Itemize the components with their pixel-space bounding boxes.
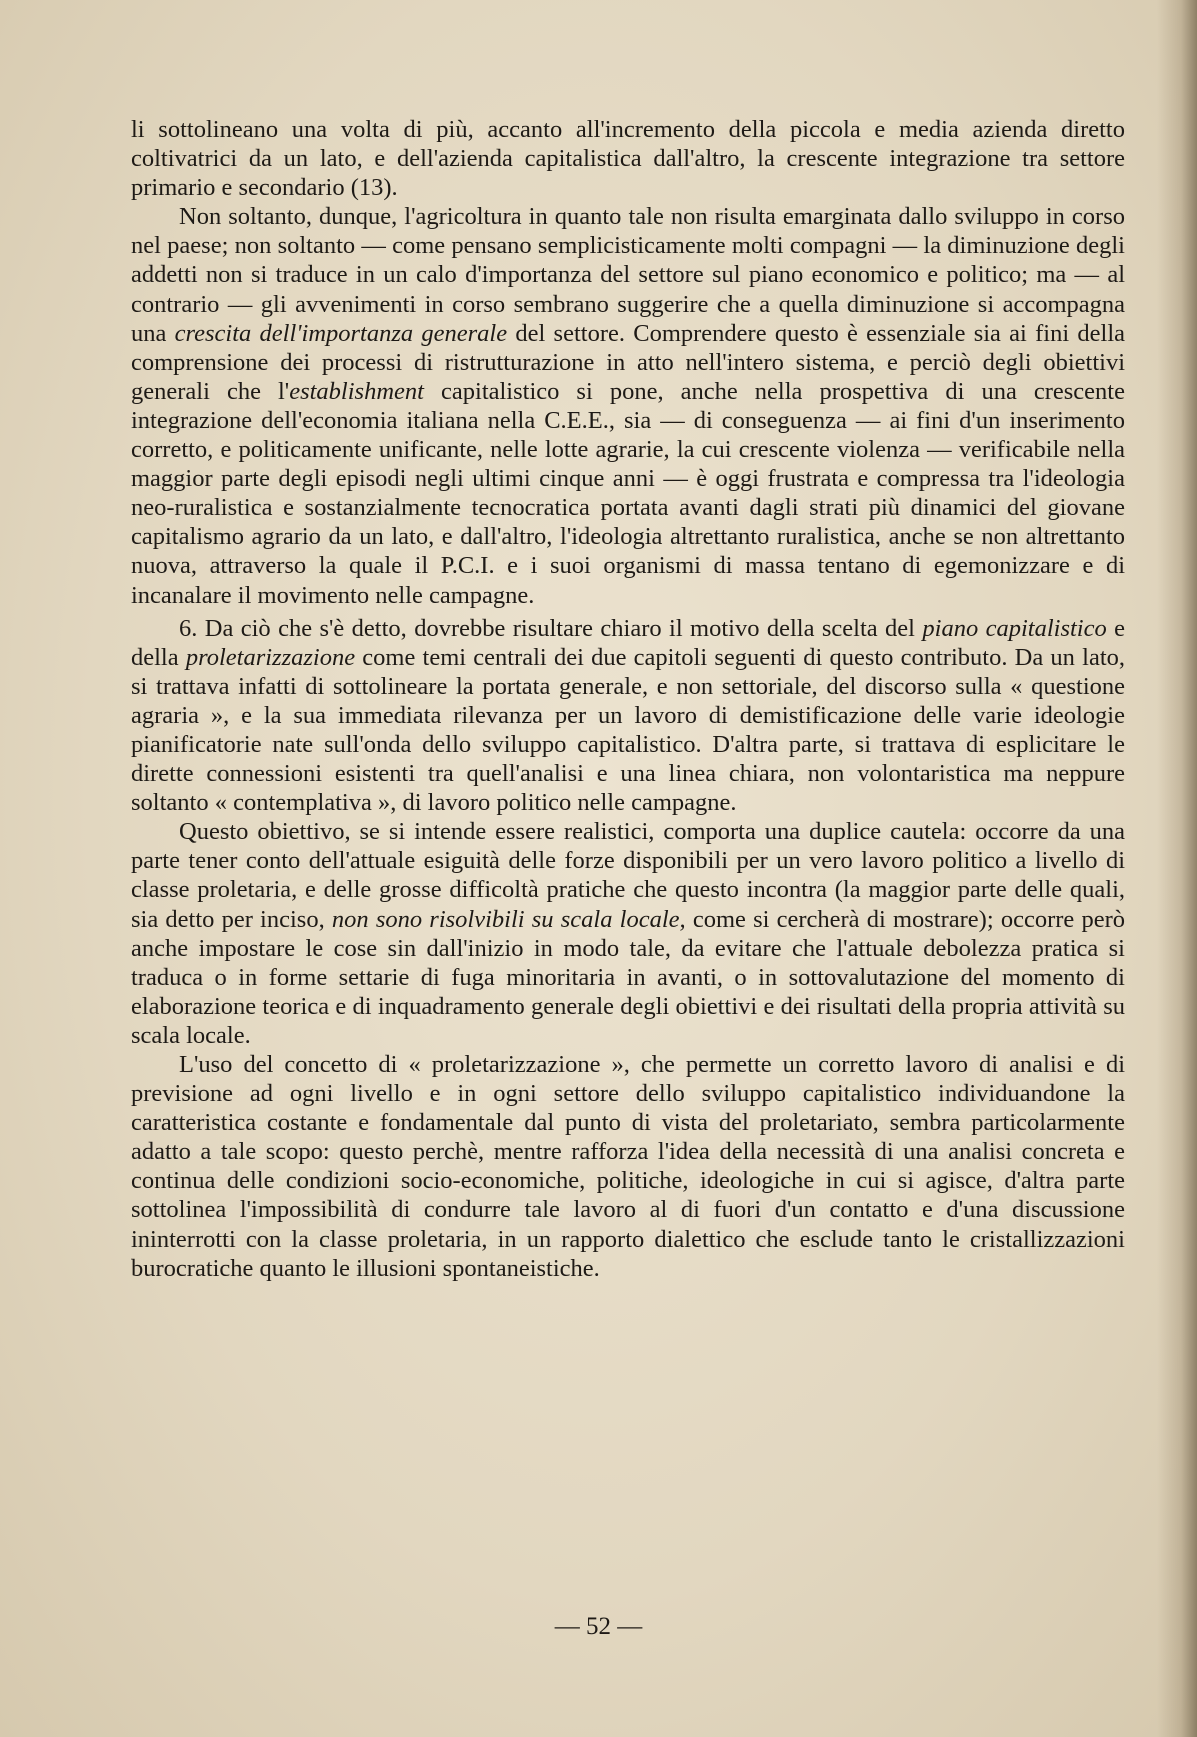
paragraph-5: L'uso del concetto di « proletarizzazione », che permette un corretto lavoro di analisi e di previsione ad ogni livello e in ogni settore dello sviluppo capitalistico individuandone la caratteristica costante e fondamentale dal punto di vista del proletariato, sembra particolarmente adatto a tale scopo: questo perchè, mentre rafforza l'idea della necessità di una analisi concreta e continua delle condizioni socio-economiche, politiche, ideologiche in cui si agisce, d'altra parte sottolinea l'impossibilità di condurre tale lavoro al di fuori d'un contatto e d'una discussione ininterrotti con la classe proletaria, in un rapporto dialettico che esclude tanto le cristallizzazioni burocratiche quanto le illusioni spontaneistiche. xyxy=(131,1051,1125,1282)
paragraph-2 xyxy=(131,202,1125,609)
paragraph-3-text-c: come temi centrali dei due capitoli seguenti di questo contributo. Da un lato, si trattava infatti di sottolineare la portata generale, e non settoriale, del discorso sulla « questione agraria », e la sua immediata rilevanza per un lavoro di demistificazione delle varie ideologie pianificatorie nate sull'onda dello sviluppo capitalistico. D'altra parte, si trattava di esplicitare le dirette connessioni esistenti tra quell'analisi e una linea chiara, non volontaristica ma neppure soltanto « contemplativa », di lavoro politico nelle campagne. xyxy=(131,643,1125,817)
paragraph-4-text-a: Questo obiettivo, se si intende essere realistici, comporta una duplice cautela: occorre da una parte tener conto dell'attuale esiguità delle forze disponibili per un vero lavoro politico a livello di classe proletaria, e delle grosse difficoltà pratiche che questo incontra (la maggior parte delle quali, sia detto per inciso, xyxy=(131,818,1125,933)
page-edge-shadow xyxy=(1157,0,1197,1737)
body-text xyxy=(131,115,1125,1283)
paragraph-2-italic-b: establishment xyxy=(289,377,424,405)
paragraph-2-text-b: del settore. Comprendere questo è essenziale sia ai fini della comprensione dei processi di ristrutturazione in atto nell'intero sistema, e perciò degli obiettivi generali che l' xyxy=(131,319,1125,405)
paragraph-3 xyxy=(131,614,1125,818)
paragraph-2-italic-a: crescita dell'importanza generale xyxy=(174,319,508,347)
paragraph-2-text-c: capitalistico si pone, anche nella prospettiva di una crescente integrazione dell'economia italiana nella C.E.E., sia — di conseguenza — ai fini d'un inserimento corretto, e politicamente unificante, nelle lotte agrarie, la cui crescente violenza — verificabile nella maggior parte degli episodi negli ultimi cinque anni — è oggi frustrata e compressa tra l'ideologia neo-ruralistica e sostanzialmente tecnocratica portata avanti dagli strati più dinamici del giovane capitalismo agrario da un lato, e dall'altro, l'ideologia altrettanto ruralistica, anche se non altrettanto nuova, attraverso la quale il P.C.I. e i suoi organismi di massa tentano di egemonizzare e di incanalare il movimento nelle campagne. xyxy=(131,377,1125,609)
paragraph-3-italic-b: proletarizzazione xyxy=(185,643,356,671)
paragraph-3-text-a: 6. Da ciò che s'è detto, dovrebbe risultare chiaro il motivo della scelta del xyxy=(179,614,923,642)
paragraph-2-text-a: Non soltanto, dunque, l'agricoltura in quanto tale non risulta emarginata dallo sviluppo in corso nel paese; non soltanto — come pensano semplicisticamente molti compagni — la diminuzione degli addetti non si traduce in un calo d'importanza del settore sul piano economico e politico; ma — al contrario — gli avvenimenti in corso sembrano suggerire che a quella diminuzione si accompagna una xyxy=(131,203,1125,347)
paragraph-3-italic-a: piano capitalistico xyxy=(922,614,1107,642)
page-number: — 52 — xyxy=(554,1613,643,1640)
paragraph-1: li sottolineano una volta di più, accanto all'incremento della piccola e media azienda diretto coltivatrici da un lato, e dell'azienda capitalistica dall'altro, la crescente integrazione tra settore primario e secondario (13). xyxy=(131,116,1125,202)
paragraph-4-text-b: come si cercherà di mostrare); occorre però anche impostare le cose sin dall'inizio in modo tale, da evitare che l'attuale debolezza pratica si traduca o in forme settarie di fuga minoritaria in avanti, o in sottovalutazione del momento di elaborazione teorica e di inquadramento generale degli obiettivi e dei risultati della propria attività su scala locale. xyxy=(131,905,1125,1049)
paragraph-3-text-b: e della xyxy=(131,614,1126,671)
paragraph-4-italic: non sono risolvibili su scala locale, xyxy=(331,905,686,933)
paragraph-4 xyxy=(131,817,1125,1050)
